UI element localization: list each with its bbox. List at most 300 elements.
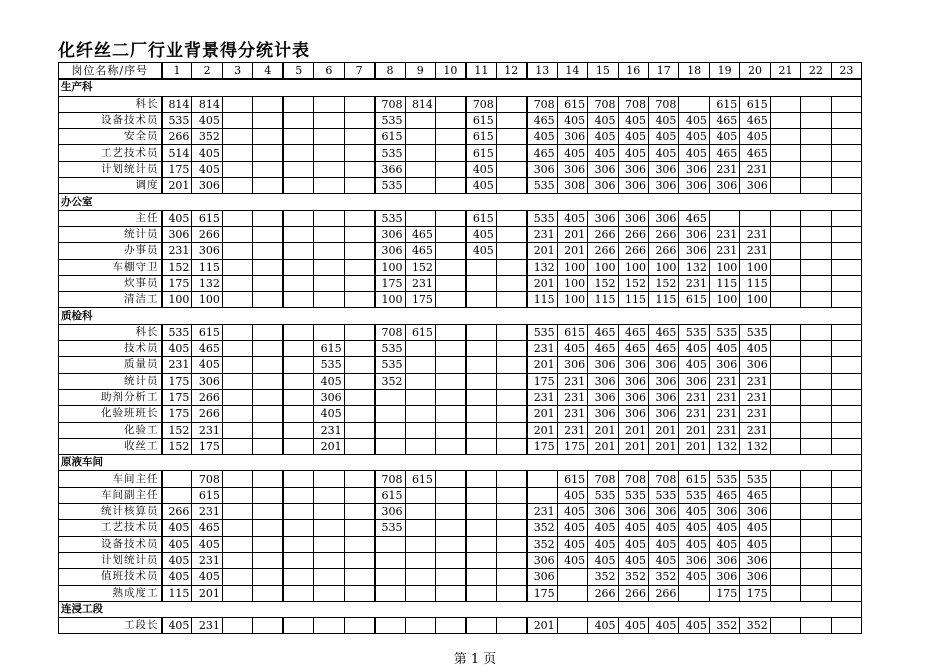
position-name: 助剂分析工 <box>59 389 162 405</box>
score-cell <box>405 373 435 389</box>
table-row <box>59 96 862 112</box>
score-cell: 405 <box>649 129 679 145</box>
score-cell <box>375 618 405 634</box>
header-column-number: 8 <box>375 63 405 80</box>
score-cell: 231 <box>192 422 222 438</box>
score-cell <box>344 112 374 128</box>
score-cell <box>253 226 283 242</box>
page-number: 第 1 页 <box>453 652 497 667</box>
score-cell: 201 <box>679 422 709 438</box>
score-cell <box>801 504 831 520</box>
score-cell: 405 <box>588 112 618 128</box>
score-cell <box>405 438 435 454</box>
score-cell: 615 <box>466 129 496 145</box>
score-cell <box>496 112 526 128</box>
score-cell <box>283 438 313 454</box>
score-cell <box>222 585 252 601</box>
score-cell <box>222 389 252 405</box>
section-blank-cell <box>283 455 313 471</box>
score-cell: 405 <box>588 536 618 552</box>
score-cell: 306 <box>618 504 648 520</box>
section-blank-cell <box>709 308 739 324</box>
score-cell: 266 <box>192 389 222 405</box>
score-cell <box>253 112 283 128</box>
score-cell <box>283 585 313 601</box>
score-cell: 100 <box>557 259 587 275</box>
score-cell: 405 <box>649 145 679 161</box>
header-column-number: 14 <box>557 63 587 80</box>
score-cell: 615 <box>557 96 587 112</box>
section-blank-cell <box>253 308 283 324</box>
score-cell <box>831 243 861 259</box>
score-cell: 231 <box>679 275 709 291</box>
position-name: 计划统计员 <box>59 552 162 568</box>
score-cell: 231 <box>162 357 192 373</box>
score-cell <box>344 487 374 503</box>
score-cell: 615 <box>557 471 587 487</box>
score-cell <box>831 112 861 128</box>
score-cell <box>405 504 435 520</box>
score-cell: 115 <box>588 292 618 308</box>
score-cell: 100 <box>618 259 648 275</box>
section-blank-cell <box>588 194 618 210</box>
score-cell <box>801 520 831 536</box>
score-cell: 306 <box>588 178 618 194</box>
score-cell <box>344 243 374 259</box>
score-cell <box>283 504 313 520</box>
score-cell <box>466 536 496 552</box>
section-blank-cell <box>496 194 526 210</box>
section-row <box>59 79 862 96</box>
score-cell <box>283 324 313 340</box>
score-cell <box>222 618 252 634</box>
score-cell: 231 <box>709 389 739 405</box>
header-column-number: 23 <box>831 63 861 80</box>
section-blank-cell <box>314 194 344 210</box>
score-cell: 306 <box>618 373 648 389</box>
score-cell <box>831 210 861 226</box>
score-cell <box>496 161 526 177</box>
score-cell: 231 <box>557 422 587 438</box>
score-cell: 201 <box>527 357 557 373</box>
score-cell: 100 <box>192 292 222 308</box>
score-cell: 152 <box>162 438 192 454</box>
score-cell <box>770 552 800 568</box>
section-blank-cell <box>222 194 252 210</box>
score-cell <box>253 438 283 454</box>
score-cell <box>344 406 374 422</box>
score-cell: 405 <box>588 520 618 536</box>
section-blank-cell <box>466 455 496 471</box>
score-cell: 175 <box>527 585 557 601</box>
score-cell <box>770 112 800 128</box>
score-cell <box>801 438 831 454</box>
score-cell <box>283 487 313 503</box>
score-cell: 231 <box>527 389 557 405</box>
score-cell <box>405 552 435 568</box>
section-blank-cell <box>527 194 557 210</box>
score-cell: 405 <box>709 129 739 145</box>
score-cell <box>283 389 313 405</box>
score-cell <box>496 422 526 438</box>
score-cell <box>314 585 344 601</box>
score-cell: 306 <box>649 389 679 405</box>
score-cell: 535 <box>709 471 739 487</box>
score-cell: 201 <box>618 438 648 454</box>
score-cell <box>283 422 313 438</box>
section-blank-cell <box>435 455 465 471</box>
position-name: 炊事员 <box>59 275 162 291</box>
score-cell: 115 <box>527 292 557 308</box>
score-cell <box>344 292 374 308</box>
score-cell <box>344 438 374 454</box>
position-name: 清洁工 <box>59 292 162 308</box>
score-cell: 201 <box>588 438 618 454</box>
score-cell <box>344 129 374 145</box>
score-cell: 306 <box>679 552 709 568</box>
score-cell <box>770 161 800 177</box>
score-cell: 405 <box>618 552 648 568</box>
score-cell: 231 <box>740 243 770 259</box>
score-cell: 405 <box>192 536 222 552</box>
score-cell: 115 <box>162 585 192 601</box>
table-row <box>59 243 862 259</box>
score-cell <box>466 618 496 634</box>
section-blank-cell <box>770 308 800 324</box>
score-cell <box>344 618 374 634</box>
section-blank-cell <box>557 601 587 617</box>
section-blank-cell <box>740 601 770 617</box>
table-row <box>59 145 862 161</box>
score-cell <box>253 357 283 373</box>
score-cell <box>222 226 252 242</box>
score-cell: 405 <box>192 161 222 177</box>
section-blank-cell <box>405 308 435 324</box>
score-cell <box>466 259 496 275</box>
score-cell: 201 <box>527 422 557 438</box>
section-blank-cell <box>618 194 648 210</box>
position-name: 调度 <box>59 178 162 194</box>
section-row <box>59 194 862 210</box>
score-cell <box>435 112 465 128</box>
section-blank-cell <box>496 308 526 324</box>
score-cell: 152 <box>588 275 618 291</box>
position-name: 统计员 <box>59 226 162 242</box>
section-row <box>59 308 862 324</box>
score-cell <box>405 129 435 145</box>
score-cell: 405 <box>649 618 679 634</box>
score-cell <box>162 487 192 503</box>
score-cell <box>253 341 283 357</box>
score-cell <box>770 406 800 422</box>
header-column-number: 12 <box>496 63 526 80</box>
score-cell <box>253 536 283 552</box>
section-blank-cell <box>557 308 587 324</box>
score-cell <box>709 210 739 226</box>
section-blank-cell <box>679 194 709 210</box>
section-blank-cell <box>405 601 435 617</box>
score-cell: 306 <box>740 178 770 194</box>
section-blank-cell <box>162 308 192 324</box>
section-name: 连浸工段 <box>59 601 162 617</box>
score-cell: 306 <box>740 504 770 520</box>
score-cell: 266 <box>162 129 192 145</box>
score-cell: 231 <box>709 226 739 242</box>
score-cell: 615 <box>405 324 435 340</box>
score-cell <box>375 585 405 601</box>
score-cell: 465 <box>618 324 648 340</box>
score-cell <box>770 259 800 275</box>
score-cell: 306 <box>557 357 587 373</box>
score-cell <box>435 357 465 373</box>
section-blank-cell <box>649 194 679 210</box>
score-cell: 405 <box>649 520 679 536</box>
score-cell <box>466 389 496 405</box>
score-cell <box>557 569 587 585</box>
score-cell: 152 <box>162 422 192 438</box>
score-cell <box>466 341 496 357</box>
score-cell <box>405 618 435 634</box>
score-cell: 306 <box>679 161 709 177</box>
score-cell: 405 <box>466 226 496 242</box>
score-cell: 405 <box>466 161 496 177</box>
score-cell: 306 <box>557 161 587 177</box>
section-name: 生产科 <box>59 79 162 96</box>
score-cell <box>770 569 800 585</box>
score-cell <box>831 520 861 536</box>
score-cell: 306 <box>649 406 679 422</box>
score-cell: 405 <box>588 129 618 145</box>
score-cell <box>344 259 374 275</box>
score-cell <box>344 552 374 568</box>
score-cell: 465 <box>405 243 435 259</box>
section-blank-cell <box>649 79 679 96</box>
score-cell: 201 <box>527 275 557 291</box>
score-cell <box>435 161 465 177</box>
score-cell <box>466 373 496 389</box>
score-cell <box>435 275 465 291</box>
score-cell <box>435 226 465 242</box>
score-cell: 615 <box>466 145 496 161</box>
score-cell: 405 <box>679 504 709 520</box>
section-blank-cell <box>344 455 374 471</box>
score-cell <box>344 357 374 373</box>
score-cell: 405 <box>740 129 770 145</box>
score-cell <box>283 357 313 373</box>
score-cell <box>770 520 800 536</box>
header-row <box>59 63 862 80</box>
score-cell: 306 <box>679 226 709 242</box>
score-cell <box>801 389 831 405</box>
score-cell <box>831 226 861 242</box>
score-cell: 814 <box>405 96 435 112</box>
score-cell: 708 <box>618 471 648 487</box>
section-blank-cell <box>649 601 679 617</box>
score-cell: 615 <box>679 292 709 308</box>
score-cell: 115 <box>740 275 770 291</box>
score-cell <box>344 226 374 242</box>
table-row <box>59 438 862 454</box>
table-row <box>59 520 862 536</box>
score-cell: 306 <box>649 161 679 177</box>
score-cell: 175 <box>527 373 557 389</box>
header-column-number: 17 <box>649 63 679 80</box>
score-cell: 405 <box>557 536 587 552</box>
score-cell: 535 <box>709 324 739 340</box>
score-cell: 615 <box>192 487 222 503</box>
score-cell <box>283 618 313 634</box>
score-cell: 405 <box>557 504 587 520</box>
score-cell <box>222 129 252 145</box>
score-cell <box>283 569 313 585</box>
score-cell: 201 <box>162 178 192 194</box>
score-cell: 352 <box>740 618 770 634</box>
header-column-number: 6 <box>314 63 344 80</box>
section-blank-cell <box>740 455 770 471</box>
score-cell <box>314 569 344 585</box>
score-cell: 132 <box>709 438 739 454</box>
score-cell <box>375 569 405 585</box>
score-cell <box>435 520 465 536</box>
score-cell: 405 <box>679 357 709 373</box>
score-cell <box>435 96 465 112</box>
score-cell: 535 <box>375 145 405 161</box>
score-cell <box>314 292 344 308</box>
score-cell <box>314 536 344 552</box>
score-cell <box>283 373 313 389</box>
score-cell <box>831 178 861 194</box>
position-name: 车棚守卫 <box>59 259 162 275</box>
score-cell <box>283 292 313 308</box>
score-cell: 231 <box>192 618 222 634</box>
section-blank-cell <box>679 601 709 617</box>
score-cell <box>801 341 831 357</box>
score-cell: 306 <box>588 389 618 405</box>
score-cell: 266 <box>649 226 679 242</box>
score-cell: 308 <box>557 178 587 194</box>
score-cell: 306 <box>649 210 679 226</box>
section-blank-cell <box>831 308 861 324</box>
section-blank-cell <box>344 194 374 210</box>
score-cell: 201 <box>618 422 648 438</box>
score-cell: 266 <box>588 226 618 242</box>
score-cell <box>801 226 831 242</box>
score-cell <box>496 618 526 634</box>
score-cell: 405 <box>679 112 709 128</box>
score-cell: 535 <box>527 178 557 194</box>
score-cell: 615 <box>740 96 770 112</box>
score-cell <box>222 552 252 568</box>
table-row <box>59 585 862 601</box>
score-cell <box>344 161 374 177</box>
score-cell: 405 <box>162 520 192 536</box>
score-cell <box>466 406 496 422</box>
score-cell <box>496 520 526 536</box>
score-cell <box>344 520 374 536</box>
score-cell: 306 <box>740 552 770 568</box>
score-cell <box>222 178 252 194</box>
score-cell: 231 <box>679 389 709 405</box>
score-cell <box>466 487 496 503</box>
table-row <box>59 275 862 291</box>
section-blank-cell <box>801 79 831 96</box>
header-column-number: 15 <box>588 63 618 80</box>
score-cell: 231 <box>740 422 770 438</box>
score-cell <box>831 324 861 340</box>
score-cell: 708 <box>618 96 648 112</box>
score-cell: 708 <box>588 96 618 112</box>
score-cell: 405 <box>618 520 648 536</box>
score-cell <box>801 373 831 389</box>
header-column-number: 16 <box>618 63 648 80</box>
score-cell: 100 <box>162 292 192 308</box>
score-cell: 201 <box>679 438 709 454</box>
score-cell <box>344 210 374 226</box>
header-name-label: 岗位名称/序号 <box>59 63 162 80</box>
score-cell <box>770 324 800 340</box>
score-cell: 465 <box>709 112 739 128</box>
score-cell <box>801 178 831 194</box>
score-cell <box>435 487 465 503</box>
score-cell: 535 <box>527 324 557 340</box>
score-cell: 100 <box>557 275 587 291</box>
position-name: 科长 <box>59 324 162 340</box>
score-cell: 115 <box>709 275 739 291</box>
score-cell <box>283 178 313 194</box>
score-cell: 100 <box>740 292 770 308</box>
score-cell: 175 <box>162 373 192 389</box>
score-cell: 201 <box>527 406 557 422</box>
score-cell <box>831 161 861 177</box>
score-cell: 352 <box>709 618 739 634</box>
section-blank-cell <box>801 601 831 617</box>
score-cell: 405 <box>679 129 709 145</box>
score-cell: 231 <box>557 406 587 422</box>
section-blank-cell <box>557 455 587 471</box>
score-cell: 306 <box>649 504 679 520</box>
score-cell: 132 <box>679 259 709 275</box>
score-cell: 405 <box>466 178 496 194</box>
score-cell <box>405 487 435 503</box>
score-cell: 535 <box>375 341 405 357</box>
score-cell: 100 <box>709 259 739 275</box>
score-cell: 231 <box>192 552 222 568</box>
section-blank-cell <box>588 308 618 324</box>
score-cell <box>496 292 526 308</box>
position-name: 工艺技术员 <box>59 520 162 536</box>
score-cell: 115 <box>618 292 648 308</box>
score-cell <box>496 536 526 552</box>
score-cell <box>770 292 800 308</box>
score-cell: 175 <box>162 275 192 291</box>
score-cell: 535 <box>740 324 770 340</box>
score-cell <box>801 112 831 128</box>
score-cell: 201 <box>527 243 557 259</box>
score-cell <box>253 618 283 634</box>
score-cell <box>801 357 831 373</box>
score-cell <box>496 178 526 194</box>
score-cell: 231 <box>162 243 192 259</box>
header-column-number: 13 <box>527 63 557 80</box>
score-cell: 306 <box>588 161 618 177</box>
score-cell <box>496 210 526 226</box>
score-cell: 535 <box>649 487 679 503</box>
score-cell <box>314 487 344 503</box>
score-cell: 465 <box>588 341 618 357</box>
score-cell <box>466 569 496 585</box>
score-cell: 405 <box>162 569 192 585</box>
score-cell <box>496 226 526 242</box>
